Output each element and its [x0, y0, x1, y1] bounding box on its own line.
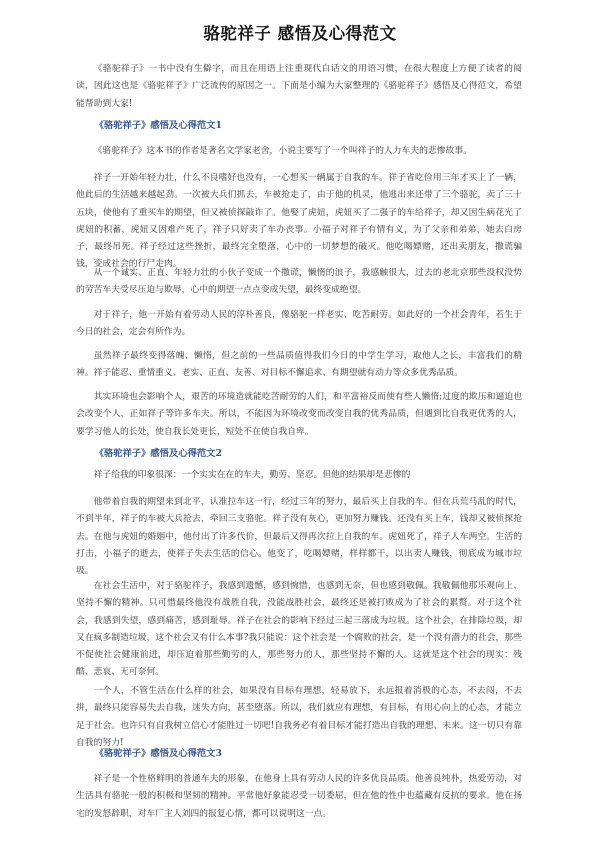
section-2-paragraph-3: 在社会生活中，对于骆驼祥子，我感到遗憾，感到惋惜，也感到无奈，但也感到敬佩。我敬佩他那乐观向上、坚持不懈的精神。只可惜最终他没有战胜自我，没能战胜社会，最终还是被打败成为了社会的累赘。对于这个社会，我感到失望，感到痛苦，感到耻辱。祥子在社会的影响下经过三起三落成为垃圾。这个社会，在排除垃圾，却又在疯多制造垃圾，这个社会又有什么本事?我只能说：这个社会是一个腐败的社会，是一个没有潜力的社会，那些不促使社会健康前进，却压迫着那些勤劳的人，那些努力的人，那些坚持不懈的人。这就是这个社会的现实：残酷、悲哀、无可奈何。: [76, 581, 522, 678]
section-1-heading: 《骆驼祥子》感悟及心得范文1: [94, 120, 222, 131]
section-1-paragraph-3: 从一个诚实、正直、年轻力壮的小伙子变成一个撒谎，懒惰的浪子，我感触很大，过去的老北京那些没权没势的劳苦车夫受尽压迫与欺辱，心中的期望一点点变成失望，最终变成绝望。: [76, 268, 522, 296]
document-title: 骆驼祥子 感悟及心得范文: [203, 24, 397, 43]
section-1-paragraph-6: 其实环境也会影响个人，艰苦的环境造就能吃苦耐劳的人们，和平富裕反而使有些人懒惰;过度的欺压和逼迫也会改变个人，正如祥子等许多车夫。所以，不能因为环境改变而改变自我的优秀品质，但遇到比自我更优秀的人，要学习他人的长处，使自我长处更长，短处不在使自我自卑。: [76, 392, 522, 437]
section-2-paragraph-1: 祥子给我的印象很深：一个实实在在的车夫，勤劳、坚忍。但他的结果却是悲惨的: [93, 470, 411, 480]
intro-paragraph: 《骆驼祥子》一书中没有生僻字，而且在用语上注重现代白话文的用语习惯，在很大程度上方便了读者的阅读，因此这也是《骆驼祥子》广泛流传的原因之一。下面是小编为大家整理的《骆驼祥子》感悟及心得范文，希望能帮助到大家!: [76, 64, 522, 109]
section-1-paragraph-5: 虽然祥子最终变得落魄、懒惰，但之前的一些品质值得我们今日的中学生学习，取他人之长，丰富我们的精神。祥子能忍、重情重义、老实、正直、友善、对目标不懈追求、有期望就有动力等众多优秀品质。: [76, 351, 522, 379]
section-1-paragraph-4: 对于祥子，他一开始有着劳动人民的淳朴善良，像骆驼一样老实、吃苦耐劳。如此好的一个社会青年，若生于今日的社会，定会有所作为。: [76, 310, 522, 338]
section-1-paragraph-1: 《骆驼祥子》这本书的作者是著名文学家老舍，小说主要写了一个叫祥子的人力车夫的悲惨故事。: [93, 146, 472, 156]
section-1-paragraph-2: 祥子一开始年轻力壮，什么不良嗜好也没有，一心想买一辆属于自我的车。祥子省吃俭用三年才买上了一辆，他此后的生活越来越起劲。一次被大兵们抓去，车被抢走了，由于他的机灵，他逃出来还带了三个骆驼，卖了三十五块，使他有了重买车的期望，但又被侦探敲诈了。他娶了虎妞，虎妞买了二强子的车给祥子，却又因生病花光了虎妞的积蓄，虎妞又因难产死了，祥子只好卖了车办丧事。小福子对祥子有情有义，为了父亲和弟弟，她去白房子，最终吊死。祥子经过这些挫折，最终完全堕落，心中的一切梦想的破灭。他吃喝嫖赌，还出卖朋友，撒谎骗钱，变成社会的行尸走肉。: [76, 173, 522, 270]
section-3-heading: 《骆驼祥子》感悟及心得范文3: [94, 748, 222, 759]
section-2-paragraph-2: 他带着自我的期望来到北平，认准拉车这一行，经过三年的努力，最后买上自我的车。但在兵荒马乱的时代，不到半年，祥子的车被大兵抢去，牵回三支骆驼。祥子没有灰心，更加努力赚钱。还没有买上车，钱却又被侦探抢去。在他与虎妞的婚姻中，他付出了许多代价，但最后又得再次拉上自我的车。虎妞死了，祥子人车两空。生活的打击，小福子的逝去，使祥子失去生活的信心。他变了，吃喝嫖赌，样样都干，以出卖人赚钱，彻底成为城市垃圾。: [76, 497, 522, 577]
section-2-heading: 《骆驼祥子》感悟及心得范文2: [94, 448, 222, 459]
section-3-paragraph-1: 祥子是一个性格鲜明的普通车夫的形象，在他身上具有劳动人民的许多优良品质。他善良纯朴，热爱劳动，对生活具有骆驼一般的积极和坚韧的精神。平常他好象能忍受一切委屈，但在他的性中也蕴藏有反抗的要求。他在扬宅的发怒辞职，对车厂主人刘四的报复心情，都可以说明这一点。: [76, 774, 522, 819]
section-2-paragraph-4: 一个人，不管生活在什么样的社会，如果没有目标有理想，轻易放下，永远报着消极的心态，不去闯，不去拼，最终只能容易失去自我，迷失方向，甚至堕落。所以，我们就应有理想，有目标，有用心向上的心态，才能立足于社会。也许只有自我树立信心才能胜过一切吧!自我务必有着目标才能打造出自我的理想、未来。这一切只有靠自我的努力!: [76, 686, 522, 748]
